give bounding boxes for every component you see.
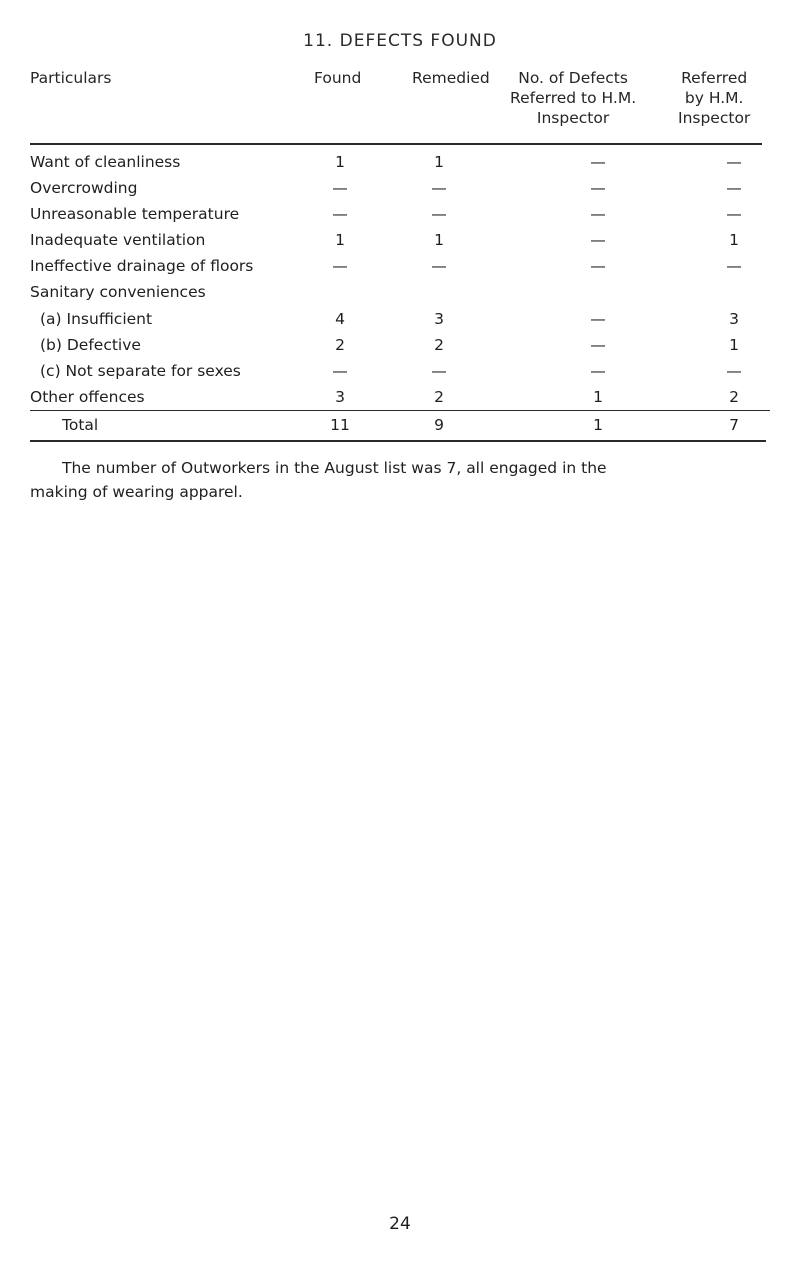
page-number: 24 <box>389 1214 411 1234</box>
total-divider-top <box>30 410 770 411</box>
table-row <box>0 360 800 382</box>
cell-found: 3 <box>335 388 345 406</box>
header-referred-by-line-3: Inspector <box>678 109 751 127</box>
note-line-2: making of wearing apparel. <box>30 483 243 501</box>
row-label: Want of cleanliness <box>30 153 181 171</box>
cell-remedied: — <box>431 179 447 197</box>
cell-referred-by: — <box>726 153 742 171</box>
table-row <box>0 151 800 173</box>
total-divider-bottom <box>30 440 766 442</box>
outworkers-note <box>30 456 762 504</box>
cell-remedied: — <box>431 257 447 275</box>
row-label: (a) Insufficient <box>40 310 153 328</box>
cell-found: — <box>332 179 348 197</box>
cell-found: 4 <box>335 310 345 328</box>
cell-referred-by: — <box>726 205 742 223</box>
cell-referred-to: — <box>590 336 606 354</box>
cell-remedied: 2 <box>434 336 444 354</box>
row-label: Ineffective drainage of floors <box>30 257 254 275</box>
cell-remedied: 1 <box>434 153 444 171</box>
cell-found: — <box>332 205 348 223</box>
header-referred-by-line-1: Referred <box>681 69 748 87</box>
total-referred-to: 1 <box>593 416 603 434</box>
cell-referred-to: — <box>590 153 606 171</box>
table-row <box>0 255 800 277</box>
header-referred-to-line-3: Inspector <box>536 109 610 127</box>
cell-referred-to: — <box>590 179 606 197</box>
table-row <box>0 229 800 251</box>
row-label: Inadequate ventilation <box>30 231 206 249</box>
cell-referred-to: 1 <box>593 388 603 406</box>
table-row <box>0 203 800 225</box>
total-row <box>0 414 800 436</box>
total-remedied: 9 <box>434 416 444 434</box>
cell-found: — <box>332 257 348 275</box>
header-divider <box>30 143 762 145</box>
cell-referred-to: — <box>590 362 606 380</box>
table-row <box>0 281 800 303</box>
total-label: Total <box>62 416 99 434</box>
table-row <box>0 308 800 330</box>
table-row <box>0 386 800 408</box>
cell-remedied: 3 <box>434 310 444 328</box>
cell-remedied: 1 <box>434 231 444 249</box>
cell-referred-by: 3 <box>729 310 739 328</box>
header-referred-by-line-2: by H.M. <box>684 89 744 107</box>
row-label: Sanitary conveniences <box>30 283 206 301</box>
row-label: Overcrowding <box>30 179 138 197</box>
cell-found: 2 <box>335 336 345 354</box>
cell-found: 1 <box>335 153 345 171</box>
cell-remedied: — <box>431 362 447 380</box>
cell-remedied: 2 <box>434 388 444 406</box>
section-title: 11. DEFECTS FOUND <box>303 31 497 51</box>
table-row <box>0 334 800 356</box>
cell-found: — <box>332 362 348 380</box>
row-label: (b) Defective <box>40 336 141 354</box>
cell-referred-to: — <box>590 205 606 223</box>
cell-referred-to: — <box>590 257 606 275</box>
header-particulars: Particulars <box>30 69 112 87</box>
total-referred-by: 7 <box>729 416 739 434</box>
header-remedied: Remedied <box>412 69 490 87</box>
header-found: Found <box>314 69 362 87</box>
cell-referred-by: 1 <box>729 231 739 249</box>
row-label: (c) Not separate for sexes <box>40 362 241 380</box>
cell-referred-to: — <box>590 310 606 328</box>
cell-referred-by: — <box>726 257 742 275</box>
cell-referred-by: — <box>726 362 742 380</box>
row-label: Unreasonable temperature <box>30 205 240 223</box>
header-referred-to-inspector <box>510 68 636 128</box>
total-found: 11 <box>330 416 350 434</box>
cell-referred-by: 2 <box>729 388 739 406</box>
table-row <box>0 177 800 199</box>
header-referred-by-inspector <box>678 68 750 128</box>
cell-referred-to: — <box>590 231 606 249</box>
cell-remedied: — <box>431 205 447 223</box>
note-line-1: The number of Outworkers in the August list was 7, all engaged in the <box>62 459 607 477</box>
header-referred-to-line-2: Referred to H.M. <box>510 89 637 107</box>
cell-referred-by: — <box>726 179 742 197</box>
header-referred-to-line-1: No. of Defects <box>518 69 628 87</box>
row-label: Other offences <box>30 388 145 406</box>
cell-referred-by: 1 <box>729 336 739 354</box>
cell-found: 1 <box>335 231 345 249</box>
